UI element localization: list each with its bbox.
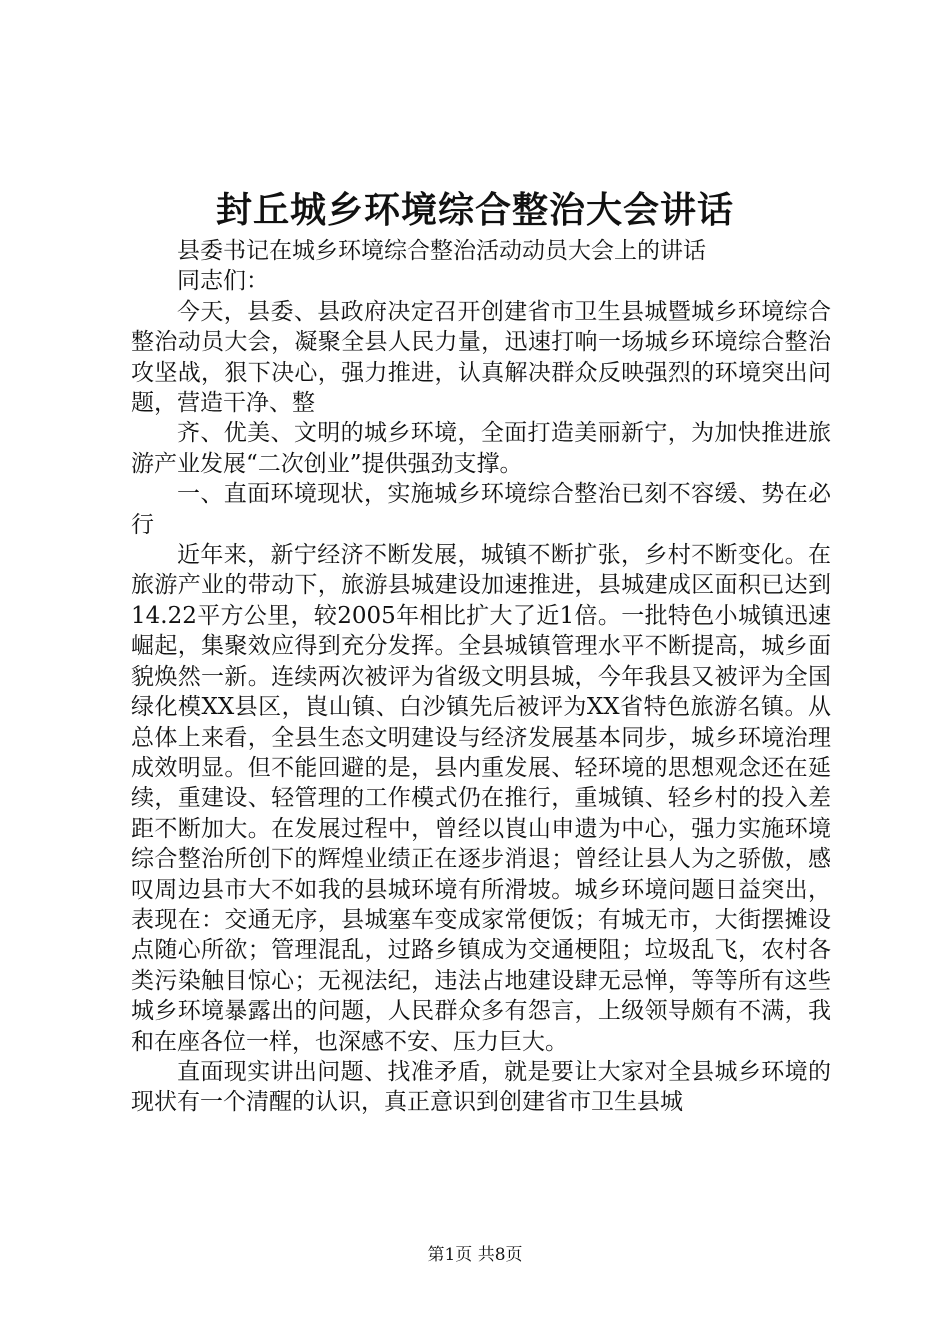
paragraph: 今天，县委、县政府决定召开创建省市卫生县城暨城乡环境综合整治动员大会，凝聚全县人民力量，迅速打响一场城乡环境综合整治攻坚战，狠下决心，强力推进，认真解决群众反映强烈的环境突出问题，营造干净、整 xyxy=(131,298,831,417)
paragraph-greeting: 同志们： xyxy=(177,268,269,295)
page-title: 封丘城乡环境综合整治大会讲话 xyxy=(215,189,734,231)
body-text xyxy=(131,236,831,1118)
paragraph: 齐、优美、文明的城乡环境，全面打造美丽新宁，为加快推进旅游产业发展“二次创业”提供强劲支撑。 xyxy=(131,420,831,477)
paragraph-subtitle: 县委书记在城乡环境综合整治活动动员大会上的讲话 xyxy=(177,238,706,264)
section-heading: 一、直面环境现状，实施城乡环境综合整治已刻不容缓、势在必行 xyxy=(131,481,831,538)
paragraph: 近年来，新宁经济不断发展，城镇不断扩张，乡村不断变化。在旅游产业的带动下，旅游县城建设加速推进，县城建成区面积已达到14.22平方公里，较2005年相比扩大了近1倍。一批特色小城镇迅速崛起，集聚效应得到充分发挥。全县城镇管理水平不断提高，城乡面貌焕然一新。连续两次被评为省级文明县城，今年我县又被评为全国绿化模XX县区，崀山镇、白沙镇先后被评为XX省特色旅游名镇。从总体上来看，全县生态文明建设与经济发展基本同步，城乡环境治理成效明显。但不能回避的是，县内重发展、轻环境的思想观念还在延续，重建设、轻管理的工作模式仍在推行，重城镇、轻乡村的投入差距不断加大。在发展过程中，曾经以崀山申遗为中心，强力实施环境综合整治所创下的辉煌业绩正在逐步消退；曾经让县人为之骄傲，感叹周边县市大不如我的县城环境有所滑坡。城乡环境问题日益突出，表现在：交通无序，县城塞车变成家常便饭；有城无市，大街摆摊设点随心所欲；管理混乱，过路乡镇成为交通梗阻；垃圾乱飞，农村各类污染触目惊心；无视法纪，违法占地建设肆无忌惮，等等所有这些城乡环境暴露出的问题，人民群众多有怨言，上级领导颇有不满，我和在座各位一样，也深感不安、压力巨大。 xyxy=(131,542,831,1055)
page-number: 第1页 共8页 xyxy=(427,1245,523,1265)
paragraph: 直面现实讲出问题、找准矛盾，就是要让大家对全县城乡环境的现状有一个清醒的认识，真正意识到创建省市卫生县城 xyxy=(131,1058,831,1116)
